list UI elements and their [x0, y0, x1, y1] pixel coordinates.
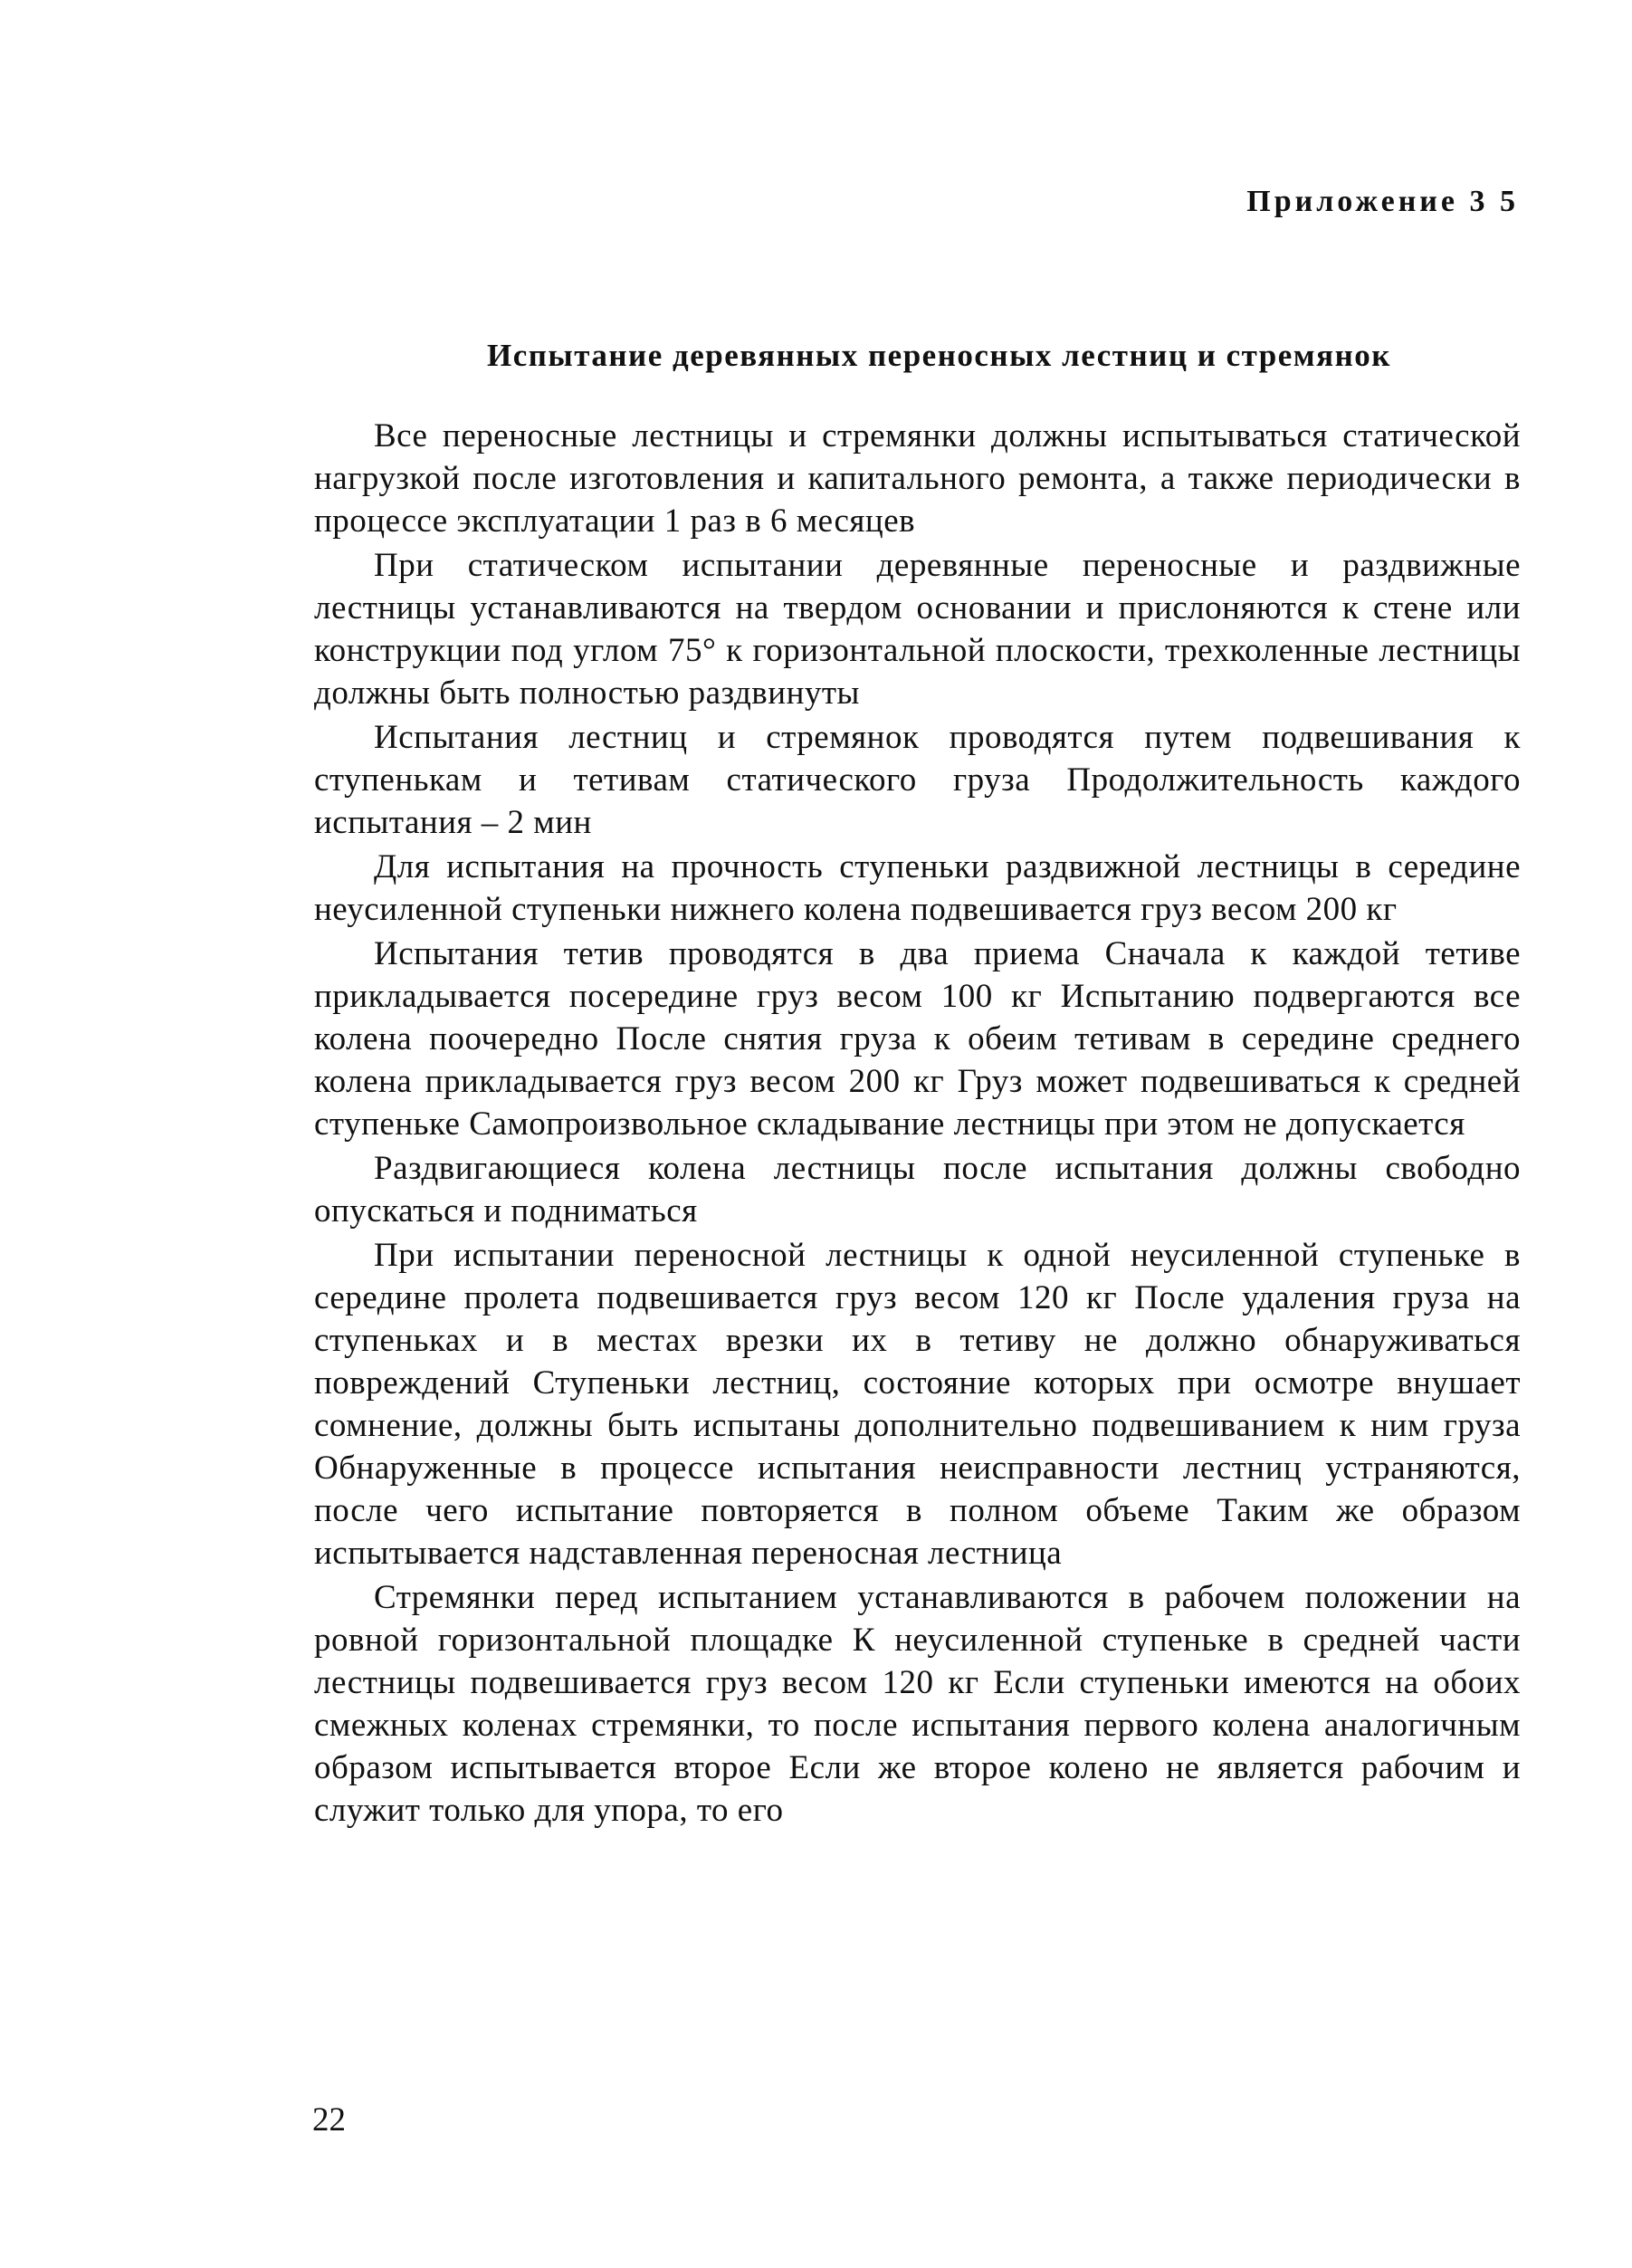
paragraph: При испытании переносной лестницы к одной неусиленной ступеньке в середине пролета подвешивается груз весом 120 кг После удаления груза на ступеньках и в местах врезки их в тетиву не должно обнаруживаться повреждений Ступеньки лестниц, состояние которых при осмотре внушает сомнение, должны быть испытаны дополнительно подвешиванием к ним груза Обнаруженные в процессе испытания неисправности лестниц устраняются, после чего испытание повторяется в полном объеме Таким же образом испытывается надставленная переносная лестница — [314, 1237, 1521, 1572]
paragraph: Стремянки перед испытанием устанавливаются в рабочем положении на ровной горизонтальной площадке К неусиленной ступеньке в средней части лестницы подвешивается груз весом 120 кг Если ступеньки имеются на обоих смежных коленах стремянки, то после испытания первого колена аналогичным образом испытывается второе Если же второе колено не является рабочим и служит только для упора, то его — [314, 1579, 1521, 1829]
document-title: Испытание деревянных переносных лестниц и стремянок — [487, 338, 1391, 373]
paragraph: Раздвигающиеся колена лестницы после испытания должны свободно опускаться и подниматься — [314, 1150, 1521, 1230]
paragraph: Все переносные лестницы и стремянки должны испытываться статической нагрузкой после изготовления и капитального ремонта, а также периодически в процессе эксплуатации 1 раз в 6 месяцев — [314, 417, 1521, 540]
paragraph: При статическом испытании деревянные переносные и раздвижные лестницы устанавливаются на твердом основании и прислоняются к стене или конструкции под углом 75° к горизонтальной плоскости, трехколенные лестницы должны быть полностью раздвинуты — [314, 547, 1521, 712]
body-text — [314, 415, 1521, 1833]
paragraph: Для испытания на прочность ступеньки раздвижной лестницы в середине неусиленной ступеньки нижнего колена подвешивается груз весом 200 кг — [314, 848, 1521, 928]
paragraph: Испытания лестниц и стремянок проводятся путем подвешивания к ступенькам и тетивам статического груза Продолжительность каждого испытания – 2 мин — [314, 719, 1521, 841]
appendix-label: Приложение 3 5 — [1246, 185, 1519, 218]
paragraph: Испытания тетив проводятся в два приема Сначала к каждой тетиве прикладывается посередине груз весом 100 кг Испытанию подвергаются все колена поочередно После снятия груза к обеим тетивам в середине среднего колена прикладывается груз весом 200 кг Груз может подвешиваться к средней ступеньке Самопроизвольное складывание лестницы при этом не допускается — [314, 935, 1521, 1143]
page-number: 22 — [312, 2101, 346, 2139]
